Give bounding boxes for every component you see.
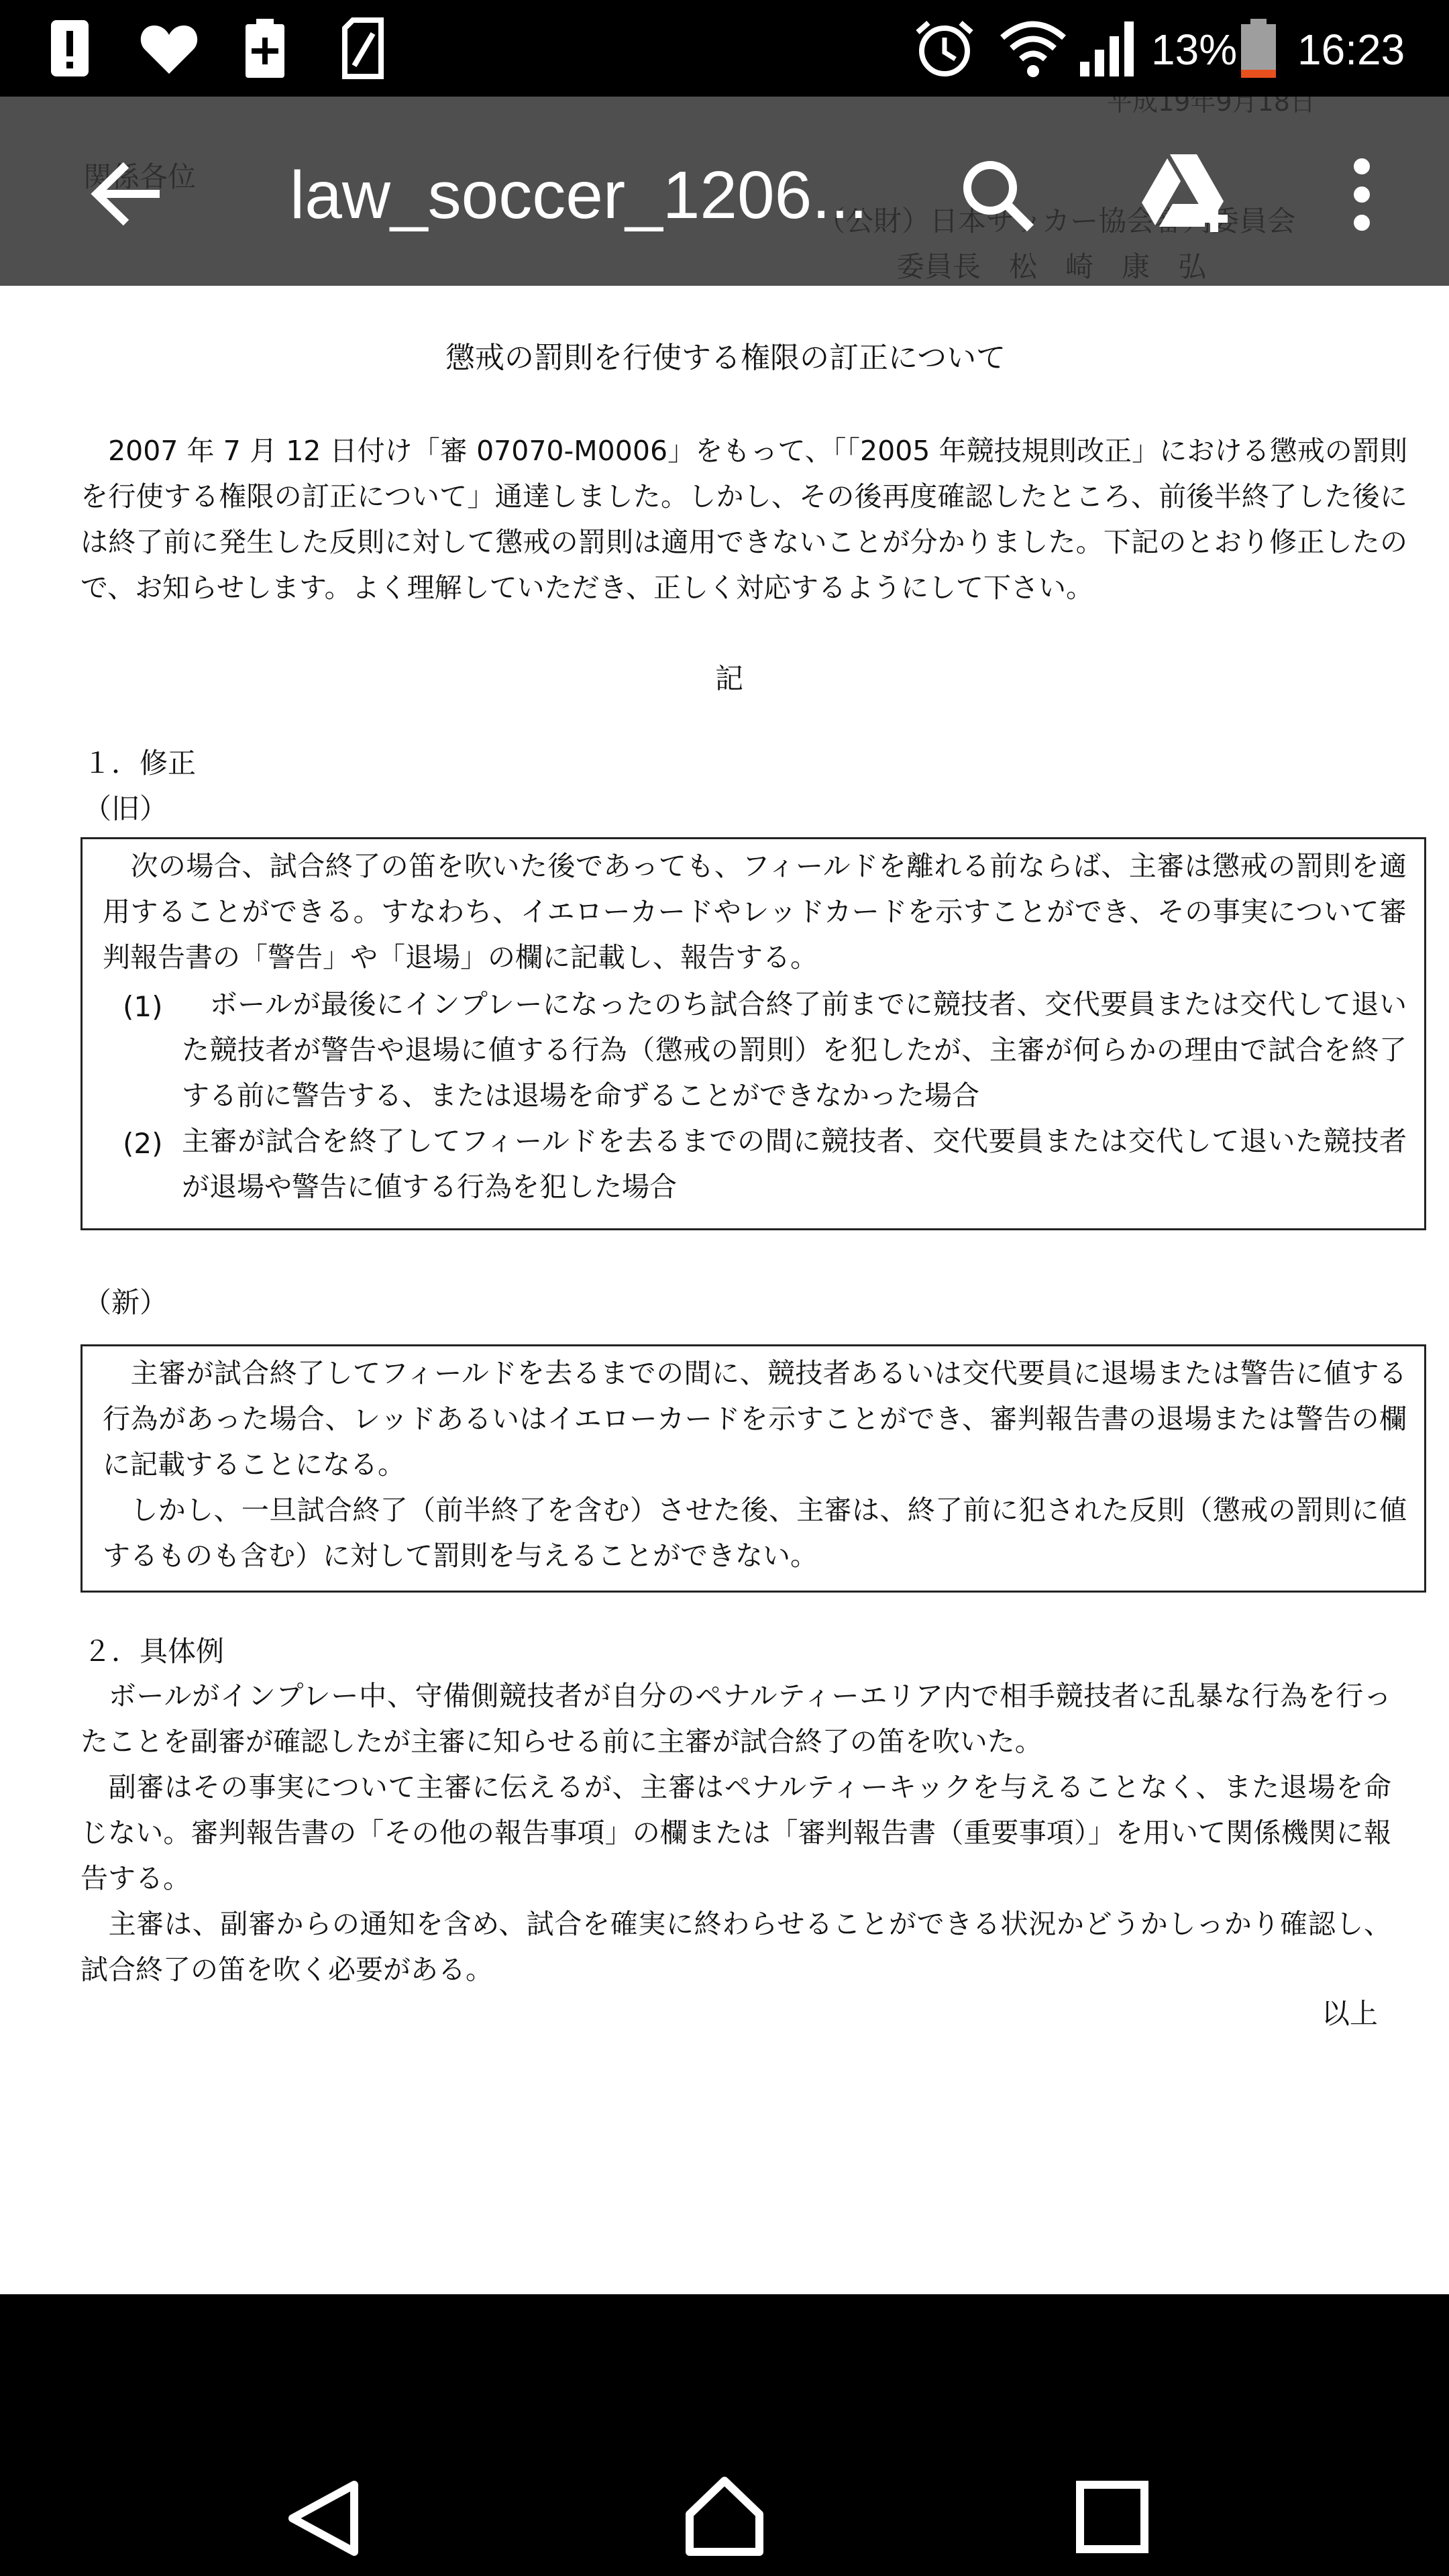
drive-add-icon[interactable] — [1140, 152, 1232, 235]
navigation-bar — [0, 2294, 1449, 2576]
status-bar — [0, 0, 1449, 97]
clock: 16:23 — [1297, 25, 1405, 74]
search-icon[interactable] — [958, 156, 1036, 233]
doc-intro: 2007 年 7 月 12 日付け「審 07070-M0006」をもって、「「2005 年競技規則改正」における懲戒の罰則を行使する権限の訂正について」通達しました。しかし、その後再度確認したところ、前後半終了した後には終了前に発生した反則に対して懲戒の罰則は適用できないことが分かりました。下記のとおり修正したので、お知らせします。よく理解していただき、正しく対応するようにして下さい。 — [80, 435, 1407, 604]
old-rule-item-2-number: (2) — [123, 1127, 163, 1160]
back-arrow-icon[interactable] — [87, 157, 168, 231]
new-rule-paragraph-2: しかし、一旦試合終了（前半終了を含む）させた後、主審は、終了前に犯された反則（懲戒の罰則に値するものも含む）に対して罰則を与えることができない。 — [103, 1494, 1407, 1572]
nav-home-icon[interactable] — [683, 2474, 766, 2557]
section-1-heading: １．修正 — [83, 747, 197, 780]
app-toolbar — [0, 97, 1449, 286]
example-paragraph-3: 主審は、副審からの通知を含め、試合を確実に終わらせることができる状況かどうかしっかり確認し、試合終了の笛を吹く必要がある。 — [80, 1908, 1391, 1986]
document — [0, 97, 1449, 2294]
battery-percent: 13% — [1151, 25, 1238, 74]
old-rule-item-2: 主審が試合を終了してフィールドを去るまでの間に競技者、交代要員または交代して退いた競技者が退場や警告に値する行為を犯した場合 — [182, 1125, 1407, 1203]
example-paragraph-2: 副審はその事実について主審に伝えるが、主審はペナルティーキックを与えることなく、また退場を命じない。審判報告書の「その他の報告事項」の欄または「審判報告書（重要事項）」を用いて関係機関に報告する。 — [80, 1771, 1391, 1894]
old-rule-paragraph: 次の場合、試合終了の笛を吹いた後であっても、フィールドを離れる前ならば、主審は懲戒の罰則を適用することができる。すなわち、イエローカードやレッドカードを示すことができ、その事実について審判報告書の「警告」や「退場」の欄に記載し、報告する。 — [103, 850, 1407, 973]
section-2-heading: ２．具体例 — [83, 1635, 225, 1668]
alarm-icon — [914, 17, 975, 79]
alert-icon — [48, 17, 91, 79]
old-rule-box — [80, 837, 1426, 1230]
doc-end: 以上 — [1322, 1997, 1379, 2030]
heart-icon — [138, 17, 200, 79]
new-rule-paragraph-1: 主審が試合終了してフィールドを去るまでの間に、競技者あるいは交代要員に退場または警告に値する行為があった場合、レッドあるいはイエローカードを示すことができ、審判報告書の退場または警告の欄に記載することになる。 — [103, 1357, 1407, 1481]
battery-plus-icon — [241, 17, 288, 79]
pdf-page[interactable] — [0, 97, 1449, 2294]
doc-ki: 記 — [715, 662, 744, 695]
battery-icon — [1238, 17, 1279, 79]
new-label: （新） — [83, 1286, 168, 1319]
example-paragraph-1: ボールがインプレー中、守備側競技者が自分のペナルティーエリア内で相手競技者に乱暴な行為を行ったことを副審が確認したが主審に知らせる前に主審が試合終了の笛を吹いた。 — [80, 1680, 1391, 1758]
nav-back-icon[interactable] — [284, 2479, 362, 2557]
old-label: （旧） — [83, 792, 168, 825]
sim-card-icon — [339, 17, 386, 79]
more-vert-icon[interactable] — [1342, 156, 1382, 233]
signal-icon — [1077, 17, 1136, 79]
wifi-icon — [1000, 17, 1067, 79]
document-title: law_soccer_1206... — [290, 158, 868, 233]
new-rule-box — [80, 1344, 1426, 1593]
nav-recents-icon[interactable] — [1076, 2481, 1148, 2553]
old-rule-item-1-number: (1) — [123, 990, 163, 1023]
doc-title: 懲戒の罰則を行使する権限の訂正について — [445, 341, 1006, 375]
old-rule-item-1: ボールが最後にインプレーになったのち試合終了前までに競技者、交代要員または交代して退いた競技者が警告や退場に値する行為（懲戒の罰則）を犯したが、主審が何らかの理由で試合を終了する前に警告する、または退場を命ずることができなかった場合 — [182, 988, 1407, 1112]
